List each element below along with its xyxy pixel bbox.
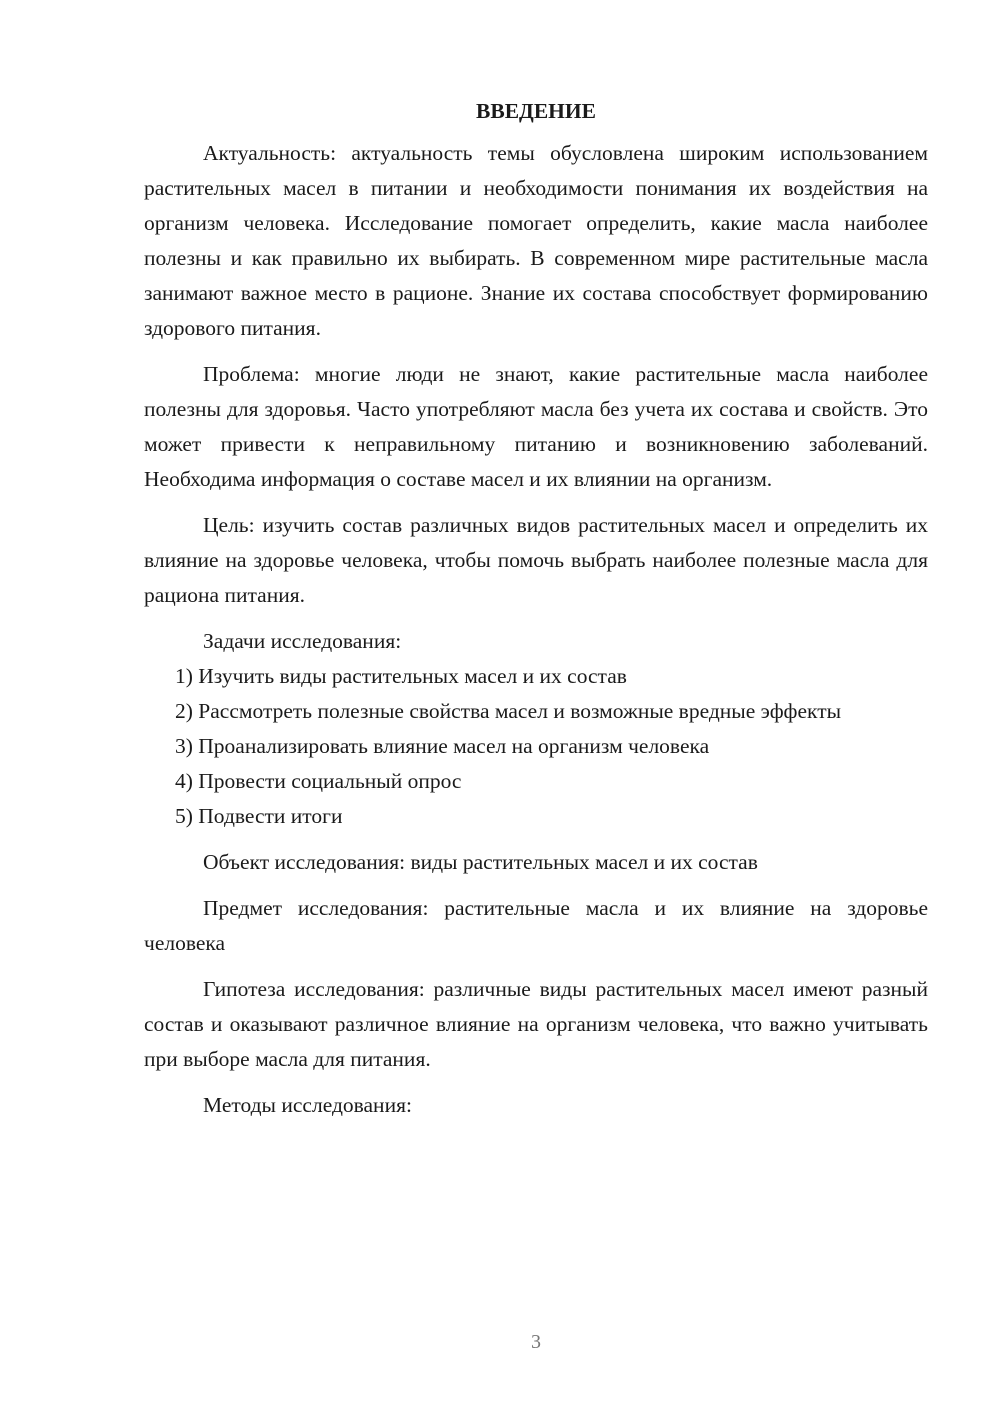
task-item: 2) Рассмотреть полезные свойства масел и возможные вредные эффекты bbox=[175, 699, 842, 723]
page-number: 3 bbox=[531, 1331, 541, 1353]
object-paragraph: Объект исследования: виды растительных масел и их состав bbox=[203, 850, 758, 874]
task-item: 5) Подвести итоги bbox=[175, 804, 343, 828]
relevance-paragraph: Актуальность: актуальность темы обусловлена широким использованием растительных масел в питании и необходимости понимания их воздействия на организм человека. Исследование помогает определить, какие масла наиболее полезны и как правильно их выбирать. В современном мире растительные масла занимают важное место в рационе. Знание их состава способствует формированию здорового питания. bbox=[144, 141, 928, 340]
tasks-title: Задачи исследования: bbox=[203, 629, 402, 653]
subject-paragraph: Предмет исследования: растительные масла и их влияние на здоровье человека bbox=[144, 896, 928, 955]
goal-paragraph: Цель: изучить состав различных видов растительных масел и определить их влияние на здоровье человека, чтобы помочь выбрать наиболее полезные масла для рациона питания. bbox=[144, 513, 928, 607]
problem-paragraph: Проблема: многие люди не знают, какие растительные масла наиболее полезны для здоровья. Часто употребляют масла без учета их состава и свойств. Это может привести к неправильному питанию и возникновению заболеваний. Необходима информация о составе масел и их влиянии на организм. bbox=[144, 362, 928, 491]
task-item: 3) Проанализировать влияние масел на организм человека bbox=[175, 734, 710, 758]
methods-title: Методы исследования: bbox=[203, 1093, 412, 1117]
page-content bbox=[144, 96, 928, 1123]
section-heading: ВВЕДЕНИЕ bbox=[476, 99, 596, 123]
task-item: 1) Изучить виды растительных масел и их состав bbox=[175, 664, 627, 688]
task-item: 4) Провести социальный опрос bbox=[175, 769, 462, 793]
hypothesis-paragraph: Гипотеза исследования: различные виды растительных масел имеют разный состав и оказывают различное влияние на организм человека, что важно учитывать при выборе масла для питания. bbox=[144, 977, 928, 1071]
